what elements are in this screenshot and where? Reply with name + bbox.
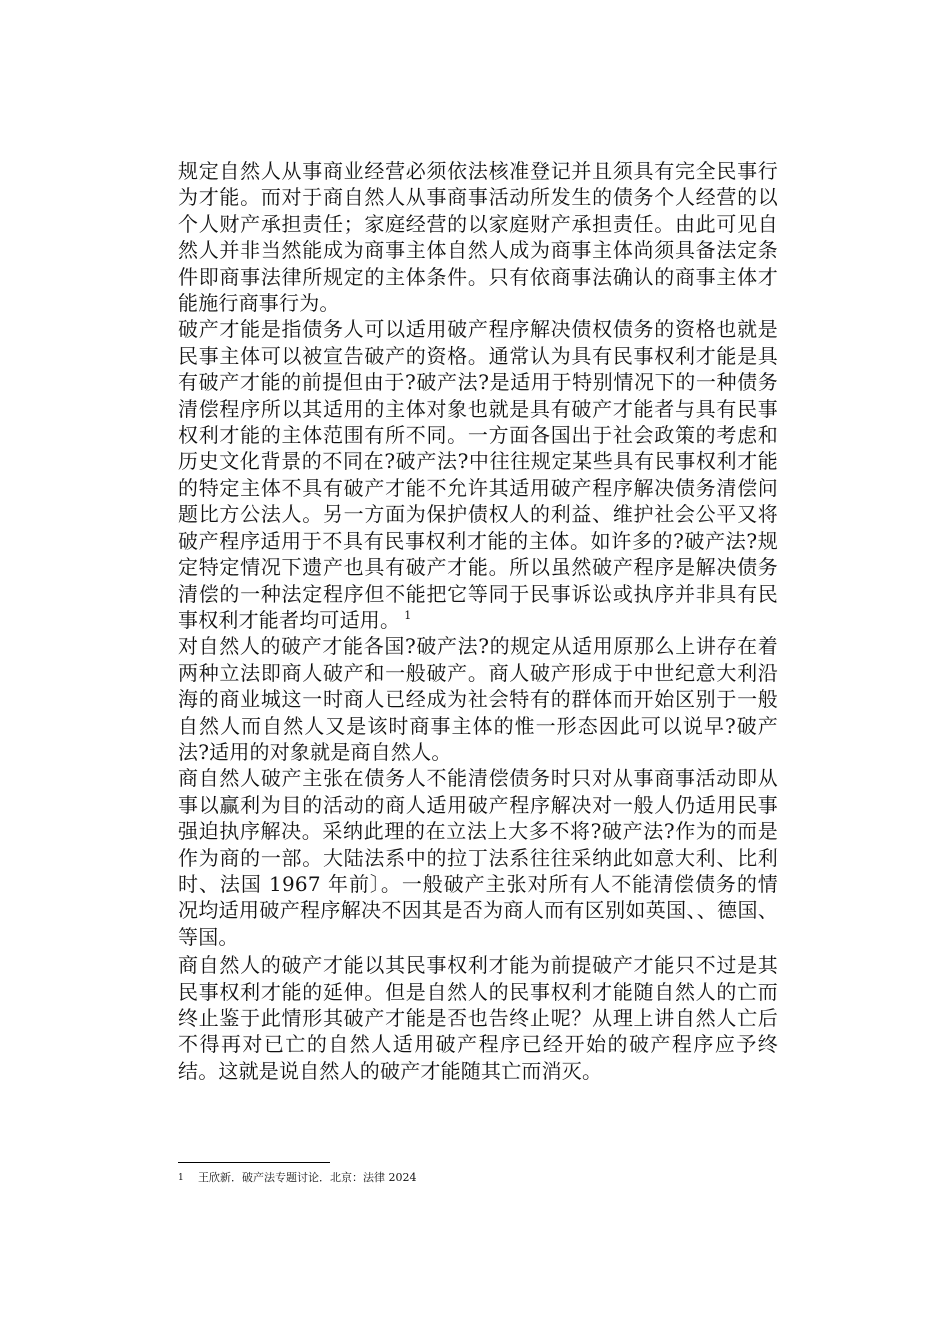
paragraph-2 [178,316,778,633]
footnote-reference[interactable]: 1 [404,609,412,623]
paragraph-5: 商自然人的破产才能以其民事权利才能为前提破产才能只不过是其民事权利才能的延伸。但是自然人的民事权利才能随自然人的亡而终止鉴于此情形其破产才能是否也告终止呢？从理上讲自然人亡后不得再对已亡的自然人适用破产程序已经开始的破产程序应予终结。这就是说自然人的破产才能随其亡而消灭。 [178,953,778,1083]
footnote-separator [178,1162,330,1163]
body-text [178,158,778,1084]
paragraph-1: 规定自然人从事商业经营必须依法核准登记并且须具有完全民事行为才能。而对于商自然人从事商事活动所发生的债务个人经营的以个人财产承担责任；家庭经营的以家庭财产承担责任。由此可见自然人并非当然能成为商事主体自然人成为商事主体尚须具备法定条件即商事法律所规定的主体条件。只有依商事法确认的商事主体才能施行商事行为。 [178,159,778,316]
footnote [178,1170,417,1186]
footnote-text: 王欣新．破产法专题讨论．北京：法律 2024 [198,1171,417,1184]
paragraph-4: 商自然人破产主张在债务人不能清偿债务时只对从事商事活动即从事以赢利为目的活动的商人适用破产程序解决对一般人仍适用民事强迫执序解决。采纳此理的在立法上大多不将?破产法?作为的而是作为商的一部。大陆法系中的拉丁法系往往采纳此如意大利、比利时、法国 1967 年前〕。一般破产主张对所有人不能清偿债务的情况均适用破产程序解决不因其是否为商人而有区别如英国、、德国、等国。 [178,766,778,949]
paragraph-3: 对自然人的破产才能各国?破产法?的规定从适用原那么上讲存在着两种立法即商人破产和一般破产。商人破产形成于中世纪意大利沿海的商业城这一时商人已经成为社会特有的群体而开始区别于一般自然人而自然人又是该时商事主体的惟一形态因此可以说早?破产法?适用的对象就是商自然人。 [178,634,778,764]
paragraph-2-text: 破产才能是指债务人可以适用破产程序解决债权债务的资格也就是民事主体可以被宣告破产的资格。通常认为具有民事权利才能是具有破产才能的前提但由于?破产法?是适用于特别情况下的一种债务清偿程序所以其适用的主体对象也就是具有破产才能者与具有民事权利才能的主体范围有所不同。一方面各国出于社会政策的考虑和历史文化背景的不同在?破产法?中往往规定某些具有民事权利才能的特定主体不具有破产才能不允许其适用破产程序解决债务清偿问题比方公法人。另一方面为保护债权人的利益、维护社会公平又将破产程序适用于不具有民事权利才能的主体。如许多的?破产法?规定特定情况下遗产也具有破产才能。所以虽然破产程序是解决债务清偿的一种法定程序但不能把它等同于民事诉讼或执序并非具有民事权利才能者均可适用。 [178,317,778,632]
footnote-mark: 1 [178,1173,184,1183]
